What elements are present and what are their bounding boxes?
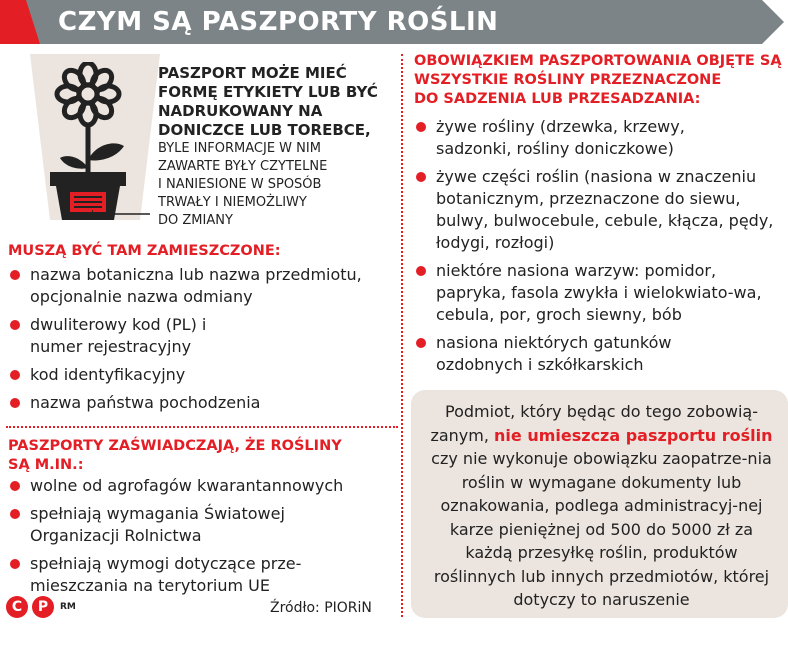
list-item: nazwa państwa pochodzenia — [6, 392, 398, 414]
certify-list — [6, 475, 398, 603]
label-leader-line — [92, 204, 152, 220]
list-item: kod identyfikacyjny — [6, 364, 398, 386]
flower-pot-icon — [36, 62, 154, 220]
list-item: spełniają wymagania Światowej Organizacji Rolnictwa — [6, 503, 356, 547]
sanction-box — [411, 390, 788, 618]
certify-heading — [8, 437, 342, 475]
sanction-emphasis: nie umieszcza paszportu roślin — [494, 425, 773, 445]
intro-line: ZAWARTE BYŁY CZYTELNE — [158, 159, 328, 174]
certify-heading-line: PASZPORTY ZAŚWIADCZAJĄ, ŻE ROŚLINY — [8, 438, 342, 454]
publisher-logo — [6, 596, 76, 618]
source-note: Źródło: PIORiN — [270, 600, 372, 616]
intro-line: BYLE INFORMACJE W NIM — [158, 141, 321, 156]
obligation-heading-line: OBOWIĄZKIEM PASZPORTOWANIA OBJĘTE SĄ — [414, 53, 782, 69]
column-divider — [401, 54, 403, 617]
section-separator — [6, 426, 398, 428]
sanction-text-end: czy nie wykonuje obowiązku zaopatrze-nia roślin w wymagane dokumenty lub oznakowania, podlega administracyj-nej karze pieniężnej od 500 do 5000 zł za każdą przesyłkę roślin, produktów roślinnych lub innych przedmiotów, której dotyczy to naruszenie — [431, 449, 772, 609]
intro-line: DO ZMIANY — [158, 213, 233, 228]
passport-form-description — [158, 64, 398, 230]
publisher-icon: P — [32, 596, 54, 618]
must-contain-list — [6, 264, 398, 420]
intro-line: FORMĘ ETYKIETY LUB BYĆ — [158, 83, 378, 101]
list-item: wolne od agrofagów kwarantannowych — [6, 475, 398, 497]
list-item: niektóre nasiona warzyw: pomidor, papryka, fasola zwykła i wielokwiato-wa, cebula, por, groch siewny, bób — [412, 260, 784, 326]
intro-line: PASZPORT MOŻE MIEĆ — [158, 64, 347, 82]
list-item: nazwa botaniczna lub nazwa przedmiotu, opcjonalnie nazwa odmiany — [6, 264, 398, 308]
list-item: nasiona niektórych gatunków ozdobnych i szkółkarskich — [412, 332, 732, 376]
title-banner — [0, 0, 788, 44]
obligation-list — [412, 116, 784, 382]
sanction-text-start: Podmiot, który będąc do tego zobowią-zanym, — [430, 402, 758, 445]
intro-line: DONICZCE LUB TOREBCE, — [158, 121, 371, 139]
page-title: CZYM SĄ PASZPORTY ROŚLIN — [58, 7, 499, 37]
agency-label: RM — [60, 602, 76, 612]
copyright-icon: C — [6, 596, 28, 618]
list-item: żywe części roślin (nasiona w znaczeniu botanicznym, przeznaczone do siewu, bulwy, bulwocebule, cebule, kłącza, pędy, łodygi, rozłogi) — [412, 166, 784, 254]
intro-line: I NANIESIONE W SPOSÓB — [158, 177, 322, 192]
intro-line: NADRUKOWANY NA — [158, 102, 323, 120]
obligation-heading-line: WSZYSTKIE ROŚLINY PRZEZNACZONE — [414, 72, 722, 88]
certify-heading-line: SĄ M.IN.: — [8, 457, 84, 473]
must-contain-heading: MUSZĄ BYĆ TAM ZAMIESZCZONE: — [8, 243, 281, 259]
list-item: żywe rośliny (drzewka, krzewy, sadzonki, rośliny doniczkowe) — [412, 116, 732, 160]
obligation-heading-line: DO SADZENIA LUB PRZESADZANIA: — [414, 91, 701, 107]
list-item: spełniają wymogi dotyczące prze-mieszczania na terytorium UE — [6, 553, 366, 597]
obligation-heading — [414, 52, 782, 109]
list-item: dwuliterowy kod (PL) i numer rejestracyjny — [6, 314, 236, 358]
intro-line: TRWAŁY I NIEMOŻLIWY — [158, 195, 307, 210]
